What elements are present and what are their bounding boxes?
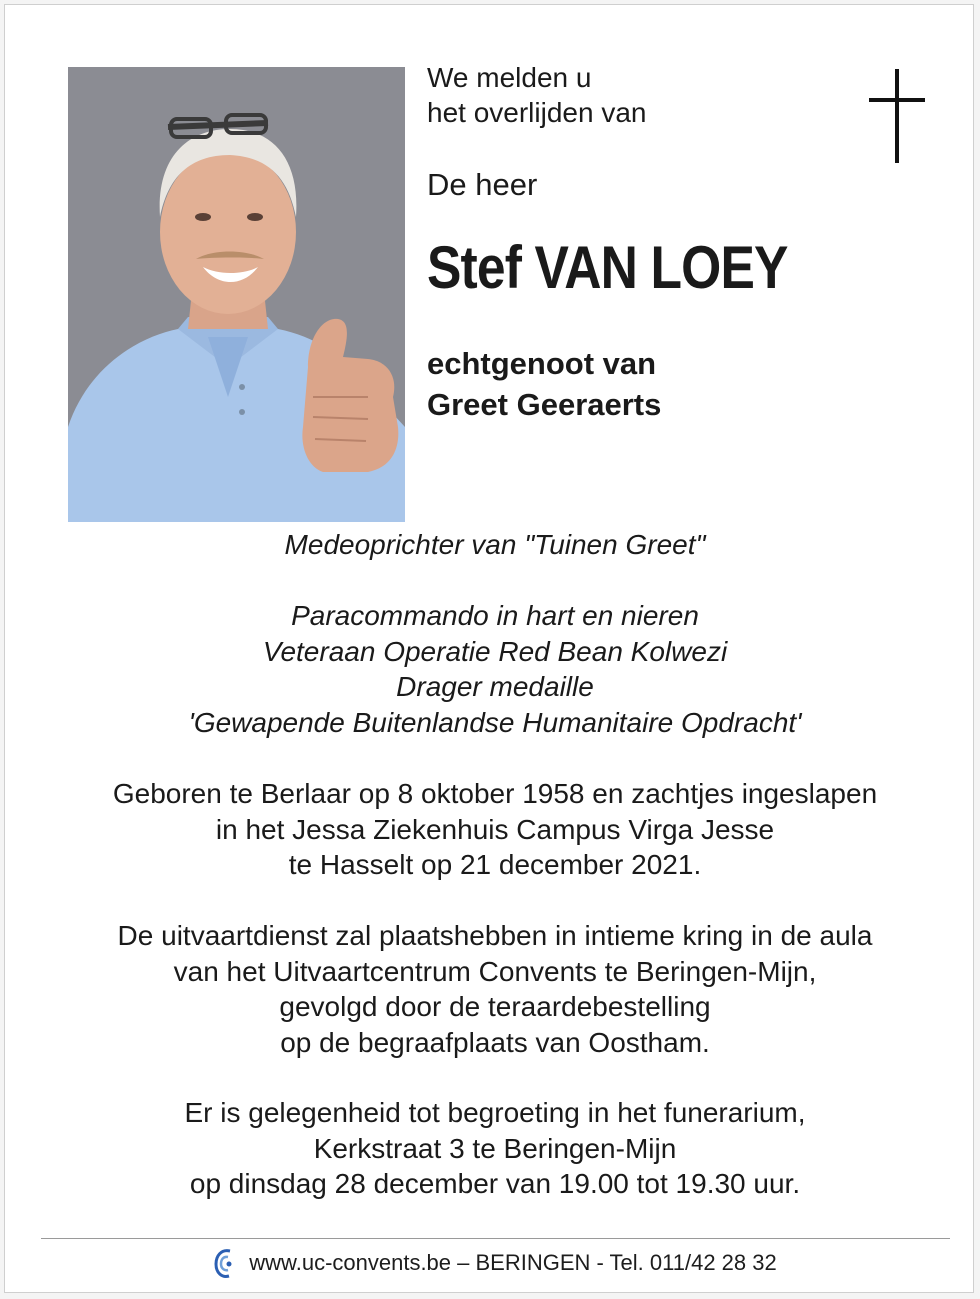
footer-contact: www.uc-convents.be – BERINGEN - Tel. 011/42 28 32 xyxy=(249,1250,777,1275)
tribute-line: 'Gewapende Buitenlandse Humanitaire Opdracht' xyxy=(188,706,802,738)
founder-line xyxy=(5,527,980,563)
visitation-line: Er is gelegenheid tot begroeting in het funerarium, xyxy=(184,1097,806,1128)
visitation-line: op dinsdag 28 december van 19.00 tot 19.30 uur. xyxy=(189,1168,801,1199)
birth-death-line: in het Jessa Ziekenhuis Campus Virga Jesse xyxy=(215,813,775,845)
footer xyxy=(5,1245,980,1281)
salutation: De heer xyxy=(427,167,538,202)
funeral-block xyxy=(5,918,980,1060)
tribute-line: Paracommando in hart en nieren xyxy=(291,600,699,631)
funeral-line: gevolgd door de teraardebestelling xyxy=(279,991,711,1022)
visitation-block xyxy=(5,1095,980,1202)
tribute-block xyxy=(5,598,980,740)
portrait-photo xyxy=(68,67,405,522)
tribute-line: Drager medaille xyxy=(396,671,594,702)
funeral-line: De uitvaartdienst zal plaatshebben in intieme kring in de aula xyxy=(117,920,873,951)
footer-divider xyxy=(41,1238,950,1239)
cross-icon xyxy=(869,69,925,163)
funeral-line: van het Uitvaartcentrum Convents te Beringen-Mijn, xyxy=(173,955,817,987)
founder-text: Medeoprichter van "Tuinen Greet" xyxy=(284,529,706,560)
intro-text xyxy=(427,60,646,130)
deceased-name: Stef VAN LOEY xyxy=(427,234,788,301)
visitation-line: Kerkstraat 3 te Beringen-Mijn xyxy=(313,1132,677,1164)
birth-death-line: Geboren te Berlaar op 8 oktober 1958 en zachtjes ingeslapen xyxy=(112,778,878,809)
portrait-image xyxy=(68,67,405,522)
intro-line-1: We melden u xyxy=(427,62,592,93)
tribute-line: Veteraan Operatie Red Bean Kolwezi xyxy=(262,635,728,667)
obituary-card xyxy=(4,4,974,1293)
birth-death-block xyxy=(5,776,980,883)
spouse-line-1: echtgenoot van xyxy=(427,346,657,381)
convents-logo-icon xyxy=(213,1246,235,1280)
spouse-line-2: Greet Geeraerts xyxy=(427,387,662,422)
funeral-line: op de begraafplaats van Oostham. xyxy=(280,1026,710,1058)
intro-line-2: het overlijden van xyxy=(427,97,647,128)
spouse-info xyxy=(427,343,661,425)
birth-death-line: te Hasselt op 21 december 2021. xyxy=(288,849,702,880)
